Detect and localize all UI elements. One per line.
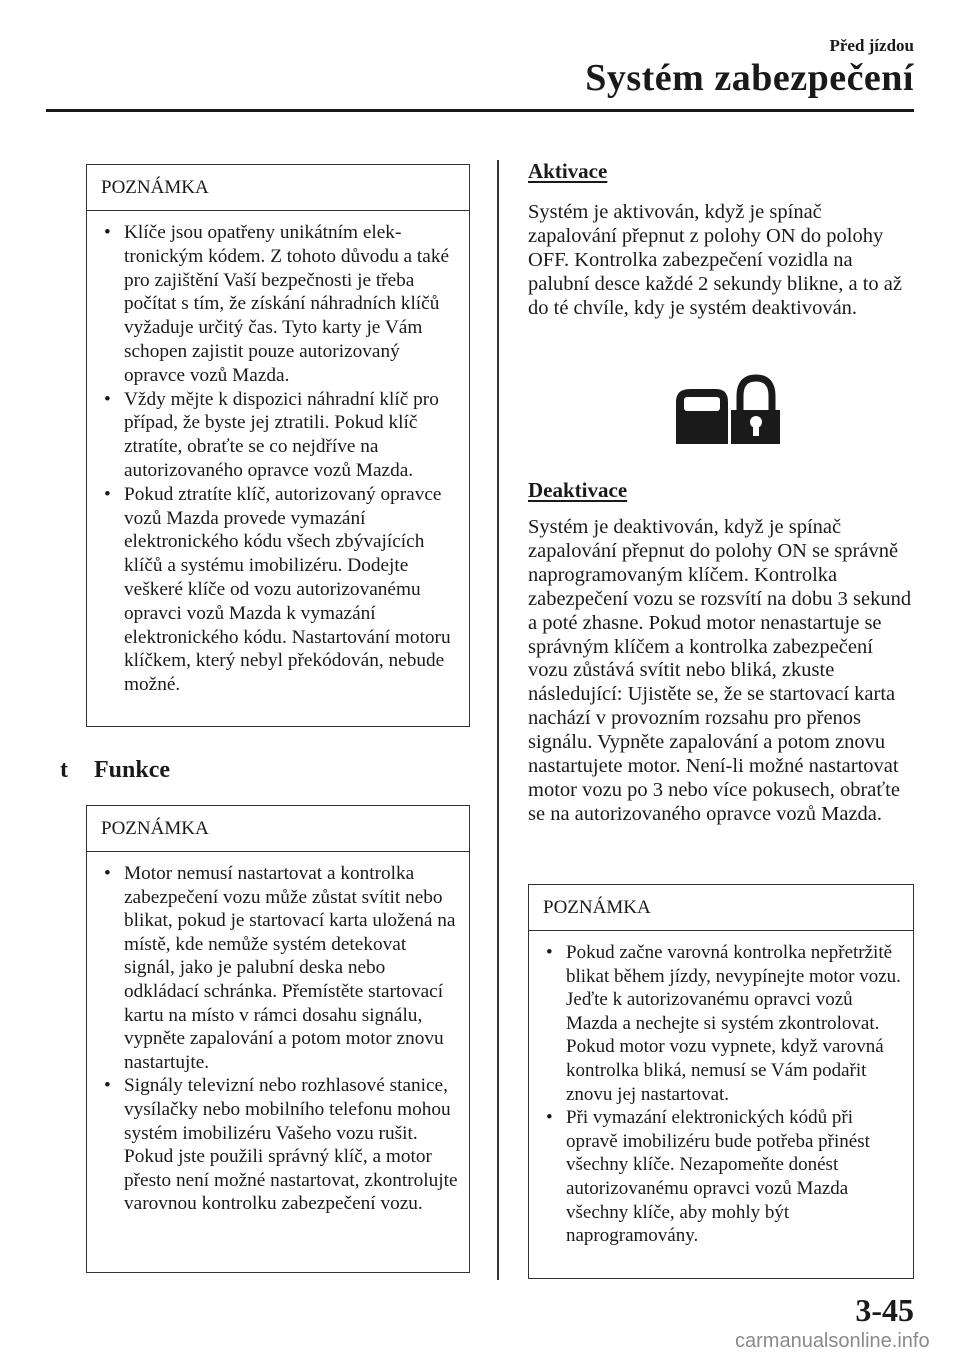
section-title: Systém zabezpečení — [585, 57, 914, 99]
note-bullet: • Při vymazání elektronických kódů při opravě imobilizéru bude potřeba přinést všechny klíče. Nezapomeňte donést autorizovanému opravci vozů Mazda všechny klíče, aby mohly být naprogramovány. — [543, 1106, 903, 1248]
note-bullet: • Motor nemusí nastartovat a kontrolka zabezpečení vozu může zůstat svítit nebo blikat, pokud je startovací karta uložená na místě, kde nemůže systém detekovat signál, jako je palubní deska nebo odkládací schránka. Přemístěte startovací kartu na místo v rámci dosahu signálu, vypněte zapalování a potom motor znovu nastartujte. — [101, 862, 459, 1074]
aktivace-text: Systém je aktivován, když je spínač zapalování přepnut z polohy ON do polohy OFF. Kontrolka zabezpečení vozidla na palubní desce každé 2 sekundy blikne, a to až do té chvíle, kdy je systém deaktivován. — [528, 201, 902, 319]
note-bullet: • Pokud ztratíte klíč, autorizovaný opravce vozů Mazda provede vymazání elektronického kódu všech zbývajících klíčů a systému imobilizéru. Dodejte veškeré klíče od vozu autorizovanému opravci vozů Mazda k vymazání elektronického kódu. Nastartování motoru klíčkem, který nebyl překódován, nebude možné. — [101, 483, 459, 697]
note-bullet: • Pokud začne varovná kontrolka nepřetržitě blikat během jízdy, nevypínejte motor vozu. Jeďte k autorizovanému opravci vozů Mazda a nechejte si systém zkontrolovat. Pokud motor vozu vypnete, když varovná kontrolka bliká, nemusí se Vám podařit znovu jej nastartovat. — [543, 941, 903, 1106]
note-list — [101, 862, 459, 1216]
aktivace-heading: Aktivace — [528, 159, 608, 183]
note-box-3 — [528, 884, 914, 1279]
chapter-title: Před jízdou — [829, 36, 914, 55]
note-bullet: • Signály televizní nebo rozhlasové stanice, vysílačky nebo mobilního telefonu mohou systém imobilizéru Vašeho vozu rušit. Pokud jste použili správný klíč, a motor přesto není možné nastartovat, zkontrolujte varovnou kontrolku zabezpečení vozu. — [101, 1074, 459, 1216]
note-label: POZNÁMKA — [87, 165, 469, 211]
note-list — [101, 221, 459, 697]
header-rule — [46, 109, 914, 112]
note-list — [543, 941, 903, 1248]
funkce-heading — [60, 757, 170, 784]
note-box-2 — [86, 805, 470, 1273]
column-divider — [497, 160, 499, 1280]
security-indicator-icon — [668, 372, 786, 447]
funkce-title: Funkce — [94, 757, 171, 783]
note-bullet: • Vždy mějte k dispozici náhradní klíč pro případ, že byste jej ztratili. Pokud klíč ztratíte, obraťte se co nejdříve na autorizovaného opravce vozů Mazda. — [101, 388, 459, 483]
note-box-1 — [86, 164, 470, 727]
deaktivace-heading: Deaktivace — [528, 478, 628, 502]
watermark: carmanualsonline.info — [735, 1330, 930, 1352]
deaktivace-text: Systém je deaktivován, když je spínač zapalování přepnut do polohy ON se správně naprogramovaným klíčem. Kontrolka zabezpečení vozu se rozsvítí na dobu 3 sekund a poté zhasne. Pokud motor nenastartuje se správným klíčem a kontrolka zabezpečení vozu zůstává svítit nebo bliká, zkuste následující: Ujistěte se, že se startovací karta nachází v provozním rozsahu pro přenos signálu. Vypněte zapalování a potom znovu nastartujete motor. Není-li možné nastartovat motor vozu po 3 nebo více pokusech, obraťte se na autorizovaného opravce vozů Mazda. — [528, 516, 912, 825]
page-number: 3-45 — [855, 1292, 914, 1328]
heading-marker: t — [60, 757, 68, 783]
note-label: POZNÁMKA — [87, 806, 469, 852]
note-label: POZNÁMKA — [529, 885, 913, 931]
note-bullet: • Klíče jsou opatřeny unikátním elektronickým kódem. Z tohoto důvodu a také pro zajištění Vaší bezpečnosti je třeba počítat s tím, že získání náhradních klíčů vyžaduje určitý čas. Tyto karty je Vám schopen zajistit pouze autorizovaný opravce vozů Mazda. — [101, 221, 459, 388]
